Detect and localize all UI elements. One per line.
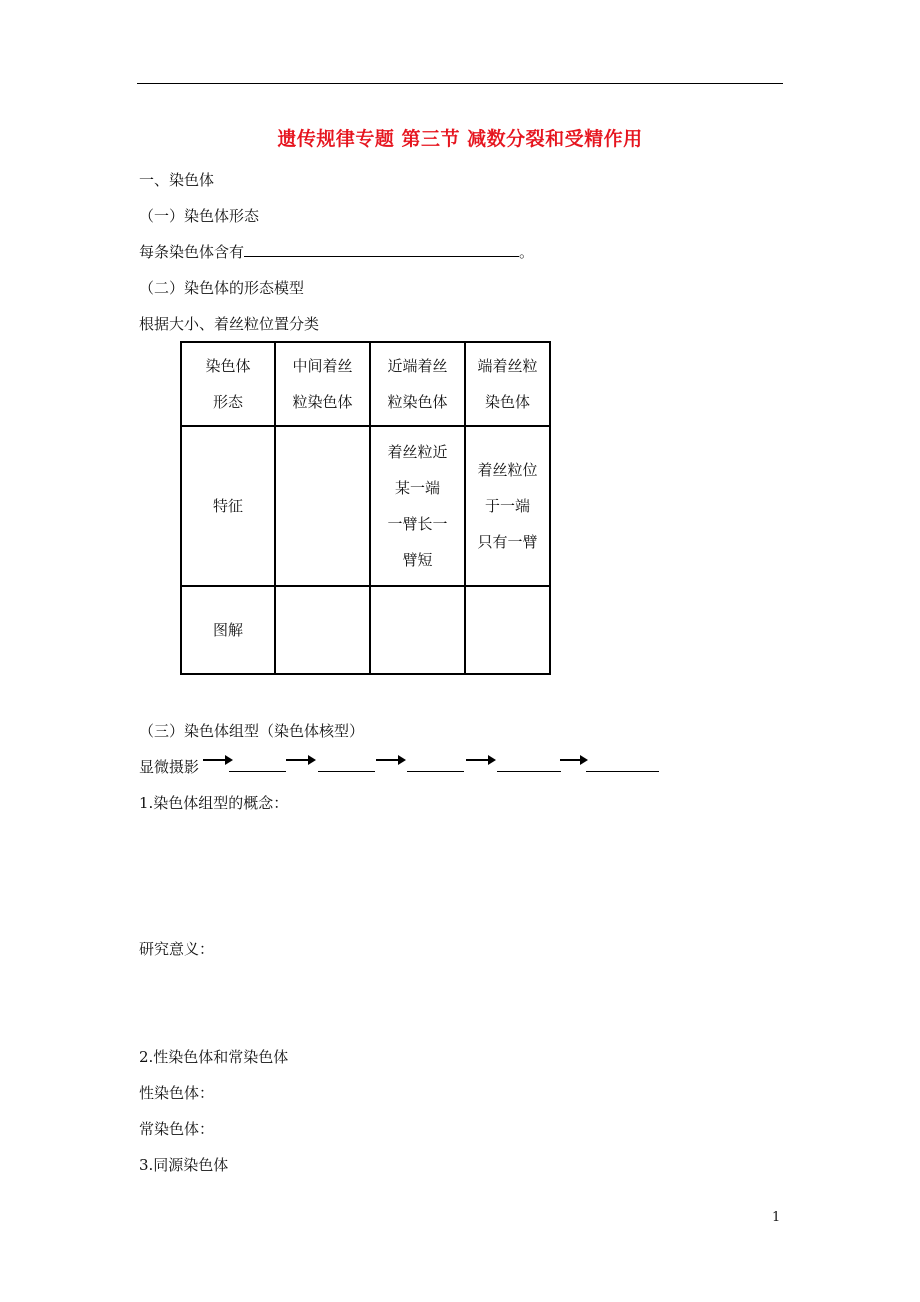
page-title: 遗传规律专题 第三节 减数分裂和受精作用 [277, 128, 643, 150]
table-row-feature [181, 426, 550, 586]
autosome-label: 常染色体： [139, 1120, 215, 1138]
answer-blank[interactable] [586, 771, 659, 772]
fill-in-line-contains [139, 241, 534, 262]
table-row-diagram [181, 586, 550, 674]
answer-blank[interactable] [497, 771, 561, 772]
header-rule [137, 83, 783, 84]
question-karyotype-concept: 1.染色体组型的概念： [139, 794, 289, 812]
subsection-karyotype: （三）染色体组型（染色体核型） [139, 722, 365, 740]
page-number: 1 [772, 1210, 781, 1225]
answer-blank[interactable] [244, 242, 519, 257]
subsection-model: （二）染色体的形态模型 [139, 279, 305, 297]
arrow-right-icon [203, 754, 233, 766]
table-cell[interactable] [275, 426, 370, 586]
table-cell: 中间着丝 粒染色体 [275, 342, 370, 426]
chromosome-morphology-table [180, 341, 551, 675]
table-cell[interactable] [465, 586, 550, 674]
fill-in-prompt: 每条染色体含有 [139, 243, 245, 261]
question-homologous: 3.同源染色体 [139, 1156, 229, 1174]
table-cell: 特征 [181, 426, 275, 586]
research-significance-label: 研究意义： [139, 940, 215, 958]
table-cell: 图解 [181, 586, 275, 674]
classification-text: 根据大小、着丝粒位置分类 [139, 315, 320, 333]
question-sex-autosome: 2.性染色体和常染色体 [139, 1048, 289, 1066]
table-cell: 端着丝粒 染色体 [465, 342, 550, 426]
table-cell: 着丝粒近 某一端 一臂长一 臂短 [370, 426, 465, 586]
subsection-morphology: （一）染色体形态 [139, 207, 260, 225]
answer-blank[interactable] [229, 771, 286, 772]
arrow-right-icon [560, 754, 588, 766]
arrow-right-icon [286, 754, 316, 766]
arrow-right-icon [376, 754, 406, 766]
fill-in-end: 。 [519, 243, 535, 261]
answer-blank[interactable] [407, 771, 464, 772]
table-cell: 着丝粒位 于一端 只有一臂 [465, 426, 550, 586]
table-cell: 近端着丝 粒染色体 [370, 342, 465, 426]
sex-chromosome-label: 性染色体： [139, 1084, 215, 1102]
arrow-right-icon [466, 754, 496, 766]
table-cell[interactable] [275, 586, 370, 674]
section-heading-chromosome: 一、染色体 [139, 171, 215, 189]
flow-start-label: 显微摄影 [139, 758, 200, 776]
table-cell[interactable] [370, 586, 465, 674]
answer-blank[interactable] [318, 771, 375, 772]
table-row-header [181, 342, 550, 426]
table-cell: 染色体 形态 [181, 342, 275, 426]
